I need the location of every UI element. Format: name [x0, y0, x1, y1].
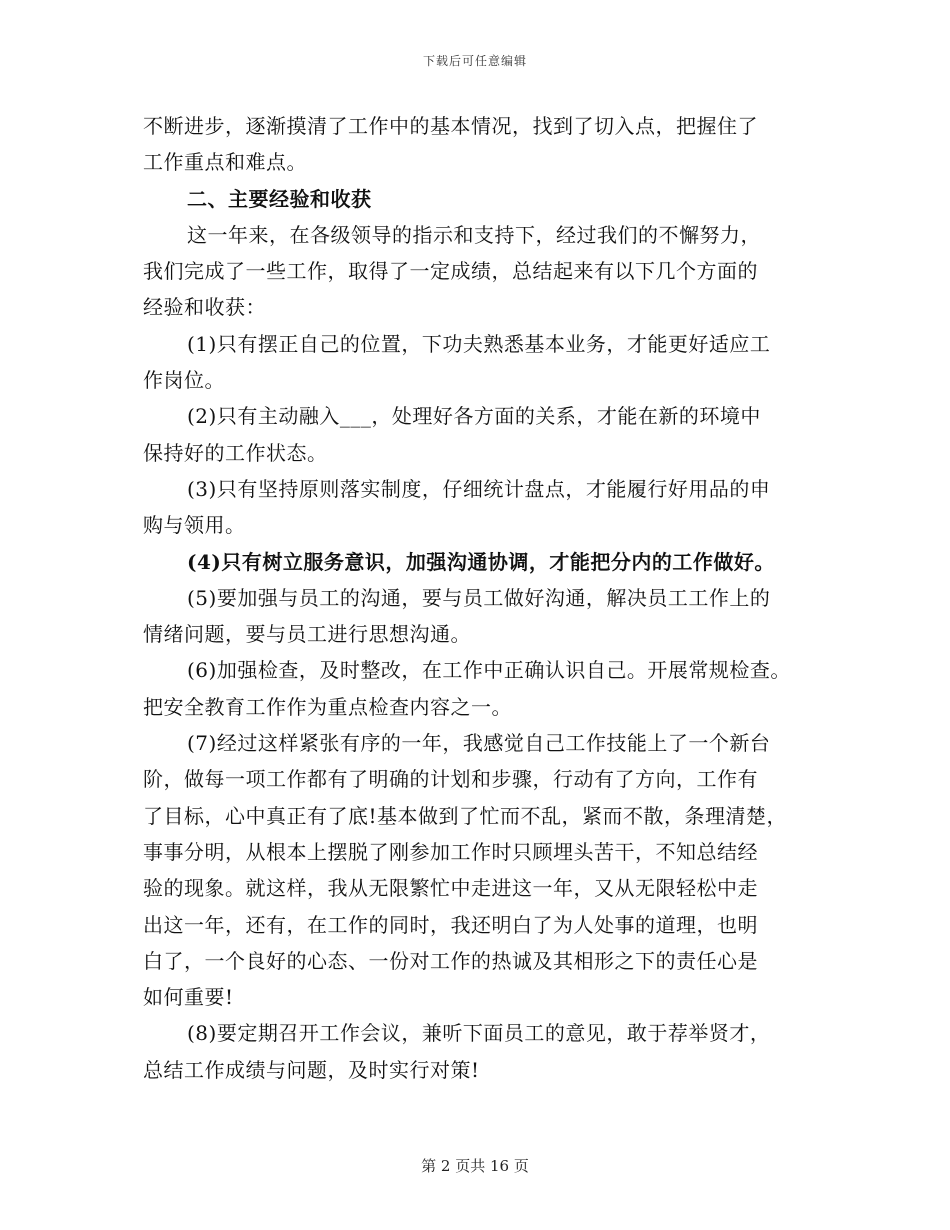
paragraph-line: 购与领用。 [143, 513, 246, 538]
list-item-4: (4)只有树立服务意识，加强沟通协调，才能把分内的工作做好。 [187, 549, 775, 574]
paragraph-line: 我们完成了一些工作，取得了一定成绩，总结起来有以下几个方面的 [143, 259, 758, 284]
paragraph-line: 工作重点和难点。 [143, 150, 307, 175]
list-item-1: (1)只有摆正自己的位置，下功夫熟悉基本业务，才能更好适应工 [187, 331, 771, 356]
list-item-2: (2)只有主动融入___，处理好各方面的关系，才能在新的环境中 [187, 404, 761, 429]
paragraph-line: 保持好的工作状态。 [143, 440, 328, 465]
paragraph-line: 如何重要! [143, 985, 234, 1010]
paragraph-line: 作岗位。 [143, 368, 225, 393]
page-number: 第 2 页共 16 页 [421, 1157, 529, 1175]
list-item-6: (6)加强检查，及时整改，在工作中正确认识自己。开展常规检查。 [187, 658, 791, 683]
list-item-8: (8)要定期召开工作会议，兼听下面员工的意见，敢于荐举贤才， [187, 1021, 771, 1046]
section-heading: 二、主要经验和收获 [187, 186, 372, 211]
document-body [143, 108, 813, 1088]
paragraph-line: 出这一年，还有，在工作的同时，我还明白了为人处事的道理，也明 [143, 912, 758, 937]
paragraph-line: 验的现象。就这样，我从无限繁忙中走进这一年，又从无限轻松中走 [143, 876, 758, 901]
list-item-7: (7)经过这样紧张有序的一年，我感觉自己工作技能上了一个新台 [187, 731, 771, 756]
paragraph-line: 把安全教育工作作为重点检查内容之一。 [143, 694, 512, 719]
paragraph-line: 经验和收获： [143, 295, 266, 320]
paragraph-line: 白了，一个良好的心态、一份对工作的热诚及其相形之下的责任心是 [143, 948, 758, 973]
paragraph-line: 情绪问题，要与员工进行思想沟通。 [143, 622, 471, 647]
paragraph-line: 这一年来，在各级领导的指示和支持下，经过我们的不懈努力， [187, 222, 761, 247]
paragraph-line: 了目标，心中真正有了底!基本做到了忙而不乱，紧而不散，条理清楚， [143, 803, 788, 828]
paragraph-line: 总结工作成绩与问题，及时实行对策! [143, 1057, 480, 1082]
paragraph-line: 不断进步，逐渐摸清了工作中的基本情况，找到了切入点，把握住了 [143, 114, 758, 138]
page-header: 下载后可任意编辑 [422, 54, 527, 68]
paragraph-line: 阶，做每一项工作都有了明确的计划和步骤，行动有了方向，工作有 [143, 767, 758, 792]
list-item-5: (5)要加强与员工的沟通，要与员工做好沟通，解决员工工作上的 [187, 585, 771, 610]
list-item-3: (3)只有坚持原则落实制度，仔细统计盘点，才能履行好用品的申 [187, 476, 771, 501]
paragraph-line: 事事分明，从根本上摆脱了刚参加工作时只顾埋头苦干，不知总结经 [143, 839, 758, 864]
